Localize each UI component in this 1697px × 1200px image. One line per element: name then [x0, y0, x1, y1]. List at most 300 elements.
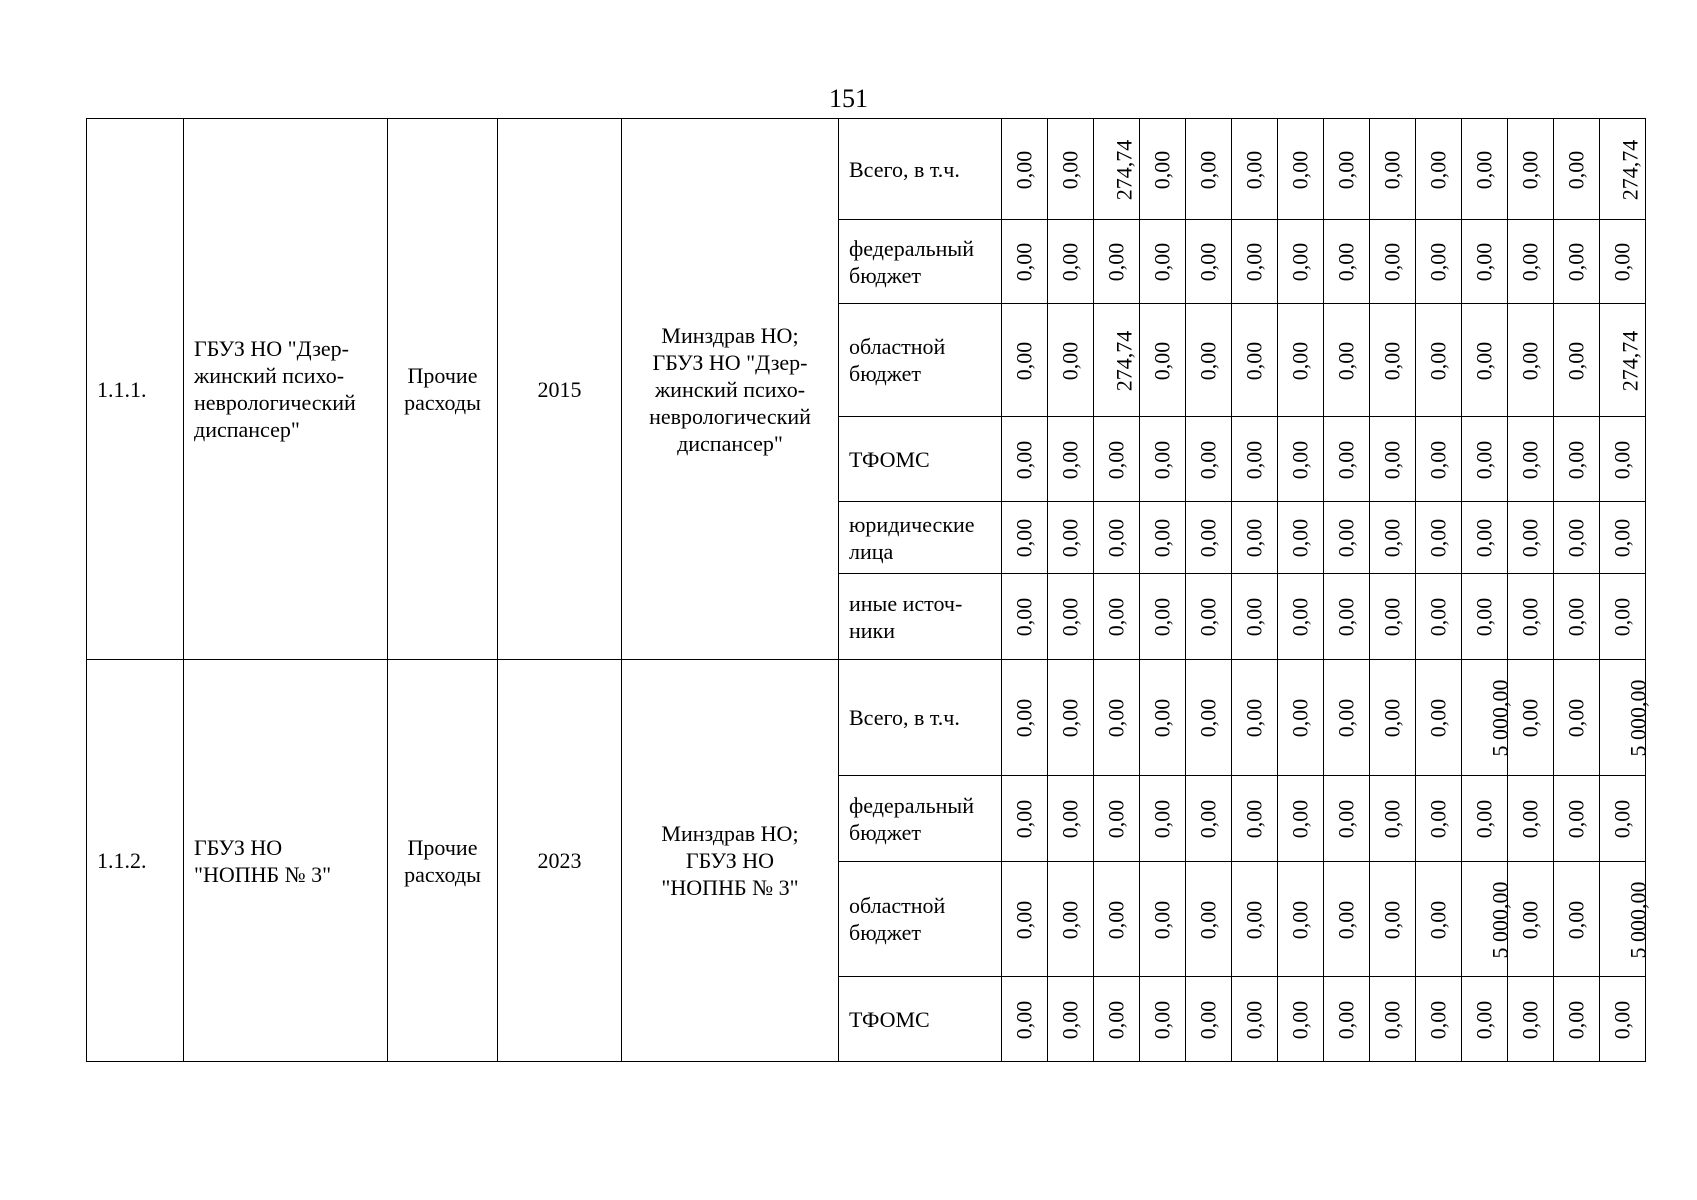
amount-value: 0,00 [1057, 150, 1083, 189]
executors: Минздрав НО; ГБУЗ НО "НОПНБ № 3" [622, 660, 839, 1062]
amount-value: 0,00 [1103, 799, 1129, 839]
amount-value: 0,00 [1425, 900, 1451, 939]
amount-cell [1370, 574, 1416, 660]
amount-value: 5 000,00 [1625, 679, 1651, 757]
amount-value: 0,00 [1517, 341, 1543, 380]
amount-value: 274,74 [1617, 330, 1643, 391]
amount-cell [1324, 304, 1370, 417]
amount-cell [1324, 977, 1370, 1062]
amount-value: 0,00 [1149, 242, 1175, 282]
amount-value: 0,00 [1149, 597, 1175, 637]
amount-value: 0,00 [1103, 900, 1129, 939]
amount-cell [1140, 220, 1186, 304]
amount-cell [1416, 502, 1462, 574]
amount-value: 0,00 [1425, 597, 1451, 637]
amount-value: 0,00 [1563, 597, 1589, 637]
amount-value: 0,00 [1011, 440, 1037, 479]
amount-value: 0,00 [1011, 150, 1037, 189]
amount-value: 0,00 [1609, 597, 1635, 637]
amount-cell [1416, 574, 1462, 660]
amount-cell [1600, 119, 1646, 220]
amount-cell [1462, 660, 1513, 776]
amount-cell [1324, 660, 1370, 776]
amount-value: 0,00 [1379, 1000, 1405, 1039]
amount-cell [1048, 776, 1094, 862]
funding-source: федеральный бюджет [839, 776, 1002, 862]
amount-cell [1278, 977, 1324, 1062]
amount-cell [1370, 119, 1416, 220]
amount-cell [1186, 119, 1232, 220]
amount-cell [1048, 977, 1094, 1062]
amount-value: 0,00 [1609, 1000, 1635, 1039]
amount-value: 0,00 [1287, 341, 1313, 380]
amount-value: 0,00 [1425, 799, 1451, 839]
amount-value: 0,00 [1057, 698, 1083, 738]
amount-cell [1278, 304, 1324, 417]
amount-cell [1278, 574, 1324, 660]
amount-cell [1554, 304, 1600, 417]
amount-value: 0,00 [1103, 597, 1129, 637]
amount-cell [1370, 977, 1416, 1062]
amount-cell [1048, 220, 1094, 304]
amount-value: 0,00 [1471, 1000, 1497, 1039]
amount-cell [1094, 502, 1140, 574]
amount-cell [1508, 862, 1554, 977]
amount-value: 0,00 [1563, 698, 1589, 738]
table-row [87, 119, 1646, 220]
amount-cell [1508, 502, 1554, 574]
amount-cell [1048, 660, 1094, 776]
funding-source: Всего, в т.ч. [839, 660, 1002, 776]
amount-cell [1600, 660, 1651, 776]
amount-value: 0,00 [1195, 440, 1221, 479]
amount-cell [1002, 119, 1048, 220]
amount-value: 0,00 [1425, 1000, 1451, 1039]
amount-cell [1002, 574, 1048, 660]
amount-cell [1186, 417, 1232, 502]
amount-cell [1232, 660, 1278, 776]
amount-value: 0,00 [1563, 518, 1589, 558]
amount-value: 0,00 [1195, 597, 1221, 637]
amount-value: 0,00 [1103, 1000, 1129, 1039]
funding-source: Всего, в т.ч. [839, 119, 1002, 220]
amount-cell [1186, 862, 1232, 977]
amount-value: 0,00 [1333, 518, 1359, 558]
expense-type: Прочие расходы [388, 119, 498, 660]
amount-cell [1094, 119, 1140, 220]
amount-value: 0,00 [1517, 1000, 1543, 1039]
amount-cell [1278, 417, 1324, 502]
table-row [87, 660, 1646, 776]
amount-value: 0,00 [1011, 900, 1037, 939]
amount-cell [1462, 574, 1508, 660]
amount-value: 0,00 [1195, 698, 1221, 738]
amount-cell [1140, 862, 1186, 977]
amount-cell [1600, 977, 1646, 1062]
funding-source: иные источ- ники [839, 574, 1002, 660]
amount-cell [1002, 417, 1048, 502]
amount-cell [1508, 574, 1554, 660]
amount-cell [1370, 862, 1416, 977]
amount-value: 0,00 [1287, 597, 1313, 637]
amount-cell [1094, 977, 1140, 1062]
expense-type: Прочие расходы [388, 660, 498, 1062]
amount-cell [1094, 304, 1140, 417]
amount-value: 0,00 [1379, 518, 1405, 558]
amount-value: 0,00 [1057, 242, 1083, 282]
amount-value: 0,00 [1103, 440, 1129, 479]
amount-value: 0,00 [1333, 440, 1359, 479]
amount-value: 0,00 [1057, 799, 1083, 839]
amount-cell [1094, 417, 1140, 502]
amount-value: 0,00 [1241, 341, 1267, 380]
amount-cell [1324, 417, 1370, 502]
amount-cell [1416, 119, 1462, 220]
amount-cell [1370, 304, 1416, 417]
amount-cell [1048, 502, 1094, 574]
amount-cell [1508, 977, 1554, 1062]
amount-cell [1462, 304, 1508, 417]
amount-cell [1508, 220, 1554, 304]
amount-cell [1232, 574, 1278, 660]
amount-value: 0,00 [1471, 440, 1497, 479]
amount-value: 0,00 [1333, 597, 1359, 637]
amount-value: 0,00 [1103, 518, 1129, 558]
amount-value: 0,00 [1609, 440, 1635, 479]
amount-cell [1416, 417, 1462, 502]
amount-value: 0,00 [1379, 242, 1405, 282]
amount-cell [1140, 119, 1186, 220]
amount-value: 0,00 [1425, 341, 1451, 380]
amount-value: 0,00 [1379, 799, 1405, 839]
amount-value: 0,00 [1379, 440, 1405, 479]
amount-value: 0,00 [1333, 341, 1359, 380]
amount-value: 0,00 [1241, 1000, 1267, 1039]
amount-cell [1324, 862, 1370, 977]
amount-value: 0,00 [1333, 1000, 1359, 1039]
amount-cell [1600, 574, 1646, 660]
amount-cell [1554, 119, 1600, 220]
amount-value: 0,00 [1425, 518, 1451, 558]
amount-value: 0,00 [1195, 900, 1221, 939]
amount-cell [1508, 660, 1554, 776]
amount-value: 0,00 [1287, 242, 1313, 282]
amount-value: 0,00 [1149, 900, 1175, 939]
amount-value: 0,00 [1241, 518, 1267, 558]
amount-cell [1002, 776, 1048, 862]
amount-value: 0,00 [1241, 242, 1267, 282]
organization-name: ГБУЗ НО "НОПНБ № 3" [184, 660, 388, 1062]
amount-value: 0,00 [1425, 440, 1451, 479]
amount-value: 274,74 [1111, 330, 1137, 391]
amount-value: 0,00 [1011, 799, 1037, 839]
amount-cell [1554, 977, 1600, 1062]
amount-value: 0,00 [1333, 799, 1359, 839]
amount-cell [1416, 220, 1462, 304]
amount-value: 0,00 [1287, 900, 1313, 939]
amount-value: 0,00 [1149, 799, 1175, 839]
amount-value: 0,00 [1057, 1000, 1083, 1039]
amount-cell [1002, 977, 1048, 1062]
amount-value: 0,00 [1149, 1000, 1175, 1039]
page-number: 151 [829, 84, 868, 113]
amount-value: 0,00 [1011, 1000, 1037, 1039]
amount-value: 0,00 [1609, 799, 1635, 839]
amount-value: 0,00 [1103, 242, 1129, 282]
amount-cell [1140, 417, 1186, 502]
amount-cell [1232, 502, 1278, 574]
amount-cell [1232, 776, 1278, 862]
amount-value: 0,00 [1517, 440, 1543, 479]
amount-cell [1508, 304, 1554, 417]
amount-value: 0,00 [1425, 242, 1451, 282]
amount-cell [1278, 660, 1324, 776]
amount-value: 0,00 [1195, 150, 1221, 189]
amount-value: 0,00 [1517, 597, 1543, 637]
amount-cell [1140, 304, 1186, 417]
amount-value: 0,00 [1011, 242, 1037, 282]
amount-value: 0,00 [1149, 518, 1175, 558]
year: 2015 [498, 119, 622, 660]
amount-cell [1600, 220, 1646, 304]
amount-cell [1002, 220, 1048, 304]
amount-cell [1416, 776, 1462, 862]
amount-cell [1508, 776, 1554, 862]
amount-cell [1462, 220, 1508, 304]
amount-value: 0,00 [1563, 440, 1589, 479]
amount-cell [1048, 119, 1094, 220]
amount-value: 0,00 [1517, 799, 1543, 839]
amount-value: 0,00 [1379, 698, 1405, 738]
amount-value: 0,00 [1057, 597, 1083, 637]
amount-cell [1416, 304, 1462, 417]
amount-cell [1278, 119, 1324, 220]
amount-value: 0,00 [1471, 341, 1497, 380]
amount-value: 0,00 [1563, 242, 1589, 282]
executors: Минздрав НО; ГБУЗ НО "Дзер- жинский психо- неврологический диспансер" [622, 119, 839, 660]
amount-cell [1140, 776, 1186, 862]
amount-value: 0,00 [1287, 1000, 1313, 1039]
amount-value: 0,00 [1517, 150, 1543, 189]
amount-cell [1186, 776, 1232, 862]
amount-cell [1416, 660, 1462, 776]
amount-value: 0,00 [1241, 698, 1267, 738]
amount-value: 0,00 [1563, 900, 1589, 939]
amount-cell [1508, 119, 1554, 220]
amount-cell [1462, 862, 1513, 977]
amount-value: 0,00 [1287, 698, 1313, 738]
amount-cell [1600, 417, 1646, 502]
amount-value: 0,00 [1149, 698, 1175, 738]
amount-cell [1140, 977, 1186, 1062]
amount-value: 0,00 [1195, 518, 1221, 558]
amount-cell [1278, 776, 1324, 862]
amount-cell [1370, 417, 1416, 502]
amount-cell [1554, 417, 1600, 502]
amount-cell [1140, 502, 1186, 574]
amount-value: 0,00 [1471, 150, 1497, 189]
amount-cell [1370, 660, 1416, 776]
amount-value: 0,00 [1057, 518, 1083, 558]
amount-cell [1186, 977, 1232, 1062]
amount-value: 0,00 [1241, 799, 1267, 839]
amount-value: 0,00 [1195, 1000, 1221, 1039]
amount-cell [1048, 574, 1094, 660]
amount-cell [1232, 417, 1278, 502]
amount-cell [1600, 502, 1646, 574]
amount-value: 0,00 [1149, 150, 1175, 189]
amount-value: 0,00 [1333, 900, 1359, 939]
organization-name: ГБУЗ НО "Дзер- жинский психо- неврологический диспансер" [184, 119, 388, 660]
funding-source: федеральный бюджет [839, 220, 1002, 304]
amount-cell [1324, 119, 1370, 220]
amount-value: 0,00 [1517, 698, 1543, 738]
amount-value: 0,00 [1149, 341, 1175, 380]
amount-cell [1002, 502, 1048, 574]
amount-value: 0,00 [1517, 900, 1543, 939]
amount-cell [1232, 862, 1278, 977]
year: 2023 [498, 660, 622, 1062]
amount-cell [1462, 977, 1508, 1062]
amount-value: 0,00 [1333, 698, 1359, 738]
amount-value: 0,00 [1379, 900, 1405, 939]
amount-value: 5 000,00 [1487, 881, 1513, 958]
amount-cell [1094, 776, 1140, 862]
amount-cell [1370, 502, 1416, 574]
amount-cell [1278, 862, 1324, 977]
amount-cell [1094, 862, 1140, 977]
amount-value: 0,00 [1287, 150, 1313, 189]
amount-value: 0,00 [1287, 799, 1313, 839]
amount-value: 0,00 [1195, 799, 1221, 839]
amount-value: 274,74 [1111, 139, 1137, 200]
amount-value: 0,00 [1471, 242, 1497, 282]
amount-value: 0,00 [1057, 341, 1083, 380]
amount-cell [1324, 574, 1370, 660]
amount-value: 0,00 [1379, 597, 1405, 637]
amount-cell [1462, 776, 1508, 862]
amount-cell [1278, 220, 1324, 304]
amount-cell [1324, 776, 1370, 862]
amount-cell [1048, 862, 1094, 977]
amount-value: 0,00 [1563, 1000, 1589, 1039]
amount-cell [1048, 417, 1094, 502]
funding-source: областной бюджет [839, 862, 1002, 977]
amount-cell [1278, 502, 1324, 574]
funding-source: ТФОМС [839, 977, 1002, 1062]
amount-cell [1462, 502, 1508, 574]
amount-cell [1462, 119, 1508, 220]
amount-cell [1508, 417, 1554, 502]
amount-value: 5 000,00 [1625, 881, 1651, 958]
funding-source: областной бюджет [839, 304, 1002, 417]
amount-cell [1140, 574, 1186, 660]
amount-cell [1094, 660, 1140, 776]
amount-value: 0,00 [1057, 440, 1083, 479]
amount-value: 0,00 [1425, 150, 1451, 189]
amount-value: 0,00 [1425, 698, 1451, 738]
amount-value: 0,00 [1149, 440, 1175, 479]
amount-cell [1140, 660, 1186, 776]
amount-value: 0,00 [1241, 597, 1267, 637]
amount-cell [1554, 776, 1600, 862]
amount-cell [1554, 502, 1600, 574]
amount-cell [1232, 119, 1278, 220]
amount-cell [1600, 304, 1646, 417]
amount-cell [1462, 417, 1508, 502]
amount-value: 0,00 [1609, 242, 1635, 282]
amount-cell [1554, 660, 1600, 776]
amount-value: 0,00 [1563, 341, 1589, 380]
amount-value: 0,00 [1379, 341, 1405, 380]
amount-value: 0,00 [1471, 518, 1497, 558]
budget-table [86, 118, 1651, 1062]
amount-value: 0,00 [1379, 150, 1405, 189]
amount-value: 0,00 [1011, 518, 1037, 558]
amount-cell [1416, 977, 1462, 1062]
amount-cell [1554, 574, 1600, 660]
amount-cell [1232, 977, 1278, 1062]
funding-source: ТФОМС [839, 417, 1002, 502]
amount-cell [1186, 502, 1232, 574]
item-number: 1.1.1. [87, 119, 184, 660]
amount-cell [1002, 660, 1048, 776]
amount-cell [1186, 574, 1232, 660]
amount-value: 0,00 [1195, 242, 1221, 282]
amount-value: 0,00 [1287, 440, 1313, 479]
amount-value: 0,00 [1011, 698, 1037, 738]
amount-value: 0,00 [1287, 518, 1313, 558]
amount-cell [1232, 220, 1278, 304]
amount-cell [1416, 862, 1462, 977]
amount-cell [1600, 862, 1651, 977]
amount-value: 0,00 [1057, 900, 1083, 939]
amount-cell [1002, 862, 1048, 977]
amount-cell [1324, 502, 1370, 574]
amount-value: 0,00 [1563, 150, 1589, 189]
amount-value: 0,00 [1333, 150, 1359, 189]
amount-value: 0,00 [1241, 150, 1267, 189]
funding-source: юридические лица [839, 502, 1002, 574]
amount-value: 0,00 [1333, 242, 1359, 282]
amount-value: 0,00 [1471, 799, 1497, 839]
amount-cell [1324, 220, 1370, 304]
amount-value: 5 000,00 [1487, 679, 1513, 757]
amount-cell [1370, 220, 1416, 304]
amount-value: 0,00 [1517, 242, 1543, 282]
amount-cell [1232, 304, 1278, 417]
amount-cell [1186, 304, 1232, 417]
amount-value: 0,00 [1011, 341, 1037, 380]
amount-value: 0,00 [1103, 698, 1129, 738]
amount-value: 0,00 [1011, 597, 1037, 637]
amount-value: 0,00 [1241, 440, 1267, 479]
amount-value: 274,74 [1617, 139, 1643, 200]
amount-value: 0,00 [1517, 518, 1543, 558]
amount-cell [1186, 660, 1232, 776]
amount-value: 0,00 [1241, 900, 1267, 939]
amount-cell [1600, 776, 1646, 862]
amount-value: 0,00 [1471, 597, 1497, 637]
amount-cell [1186, 220, 1232, 304]
amount-cell [1370, 776, 1416, 862]
amount-cell [1094, 220, 1140, 304]
amount-cell [1002, 304, 1048, 417]
amount-value: 0,00 [1609, 518, 1635, 558]
amount-value: 0,00 [1563, 799, 1589, 839]
amount-cell [1554, 220, 1600, 304]
item-number: 1.1.2. [87, 660, 184, 1062]
